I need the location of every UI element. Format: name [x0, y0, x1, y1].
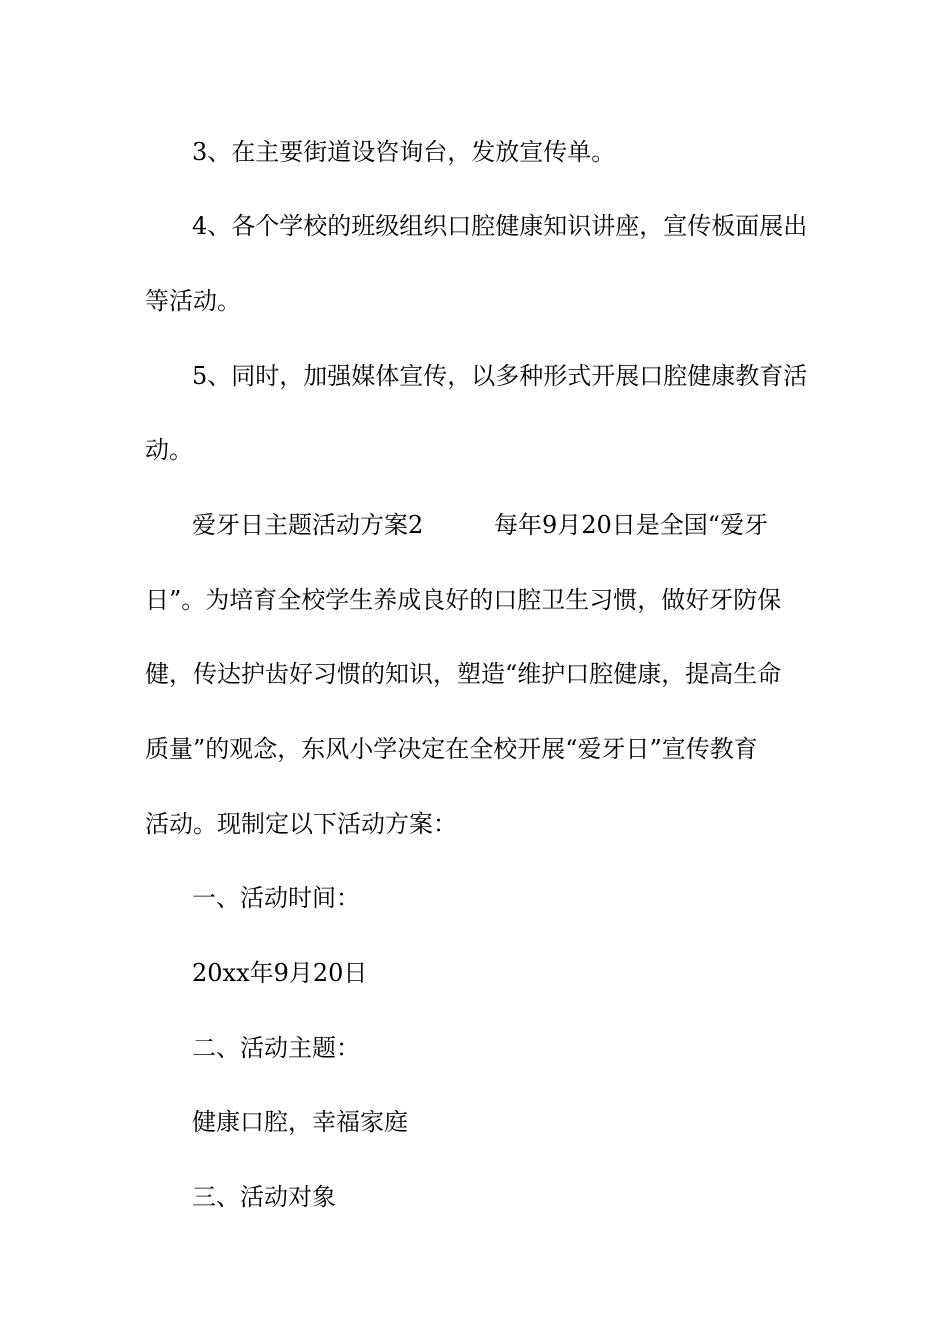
activity-date: 20xx年9月20日: [192, 959, 368, 987]
paragraph-line-10: 活动。现制定以下活动方案：: [145, 810, 457, 838]
paragraph-line-2: 4、各个学校的班级组织口腔健康知识讲座，宣传板面展出: [192, 212, 808, 240]
heading-activity-audience: 三、活动对象: [192, 1183, 336, 1211]
paragraph-line-1: 3、在主要街道设咨询台，发放宣传单。: [192, 138, 616, 166]
paragraph-line-3: 等活动。: [145, 287, 241, 315]
paragraph-line-7: 日”。为培育全校学生养成良好的口腔卫生习惯，做好牙防保: [145, 586, 782, 614]
heading-activity-theme: 二、活动主题：: [192, 1034, 360, 1062]
paragraph-line-9: 质量”的观念，东风小学决定在全校开展“爱牙日”宣传教育: [145, 735, 758, 763]
section-heading-plan-2: 爱牙日主题活动方案2: [192, 511, 424, 539]
heading-activity-time: 一、活动时间：: [192, 884, 360, 912]
paragraph-line-5: 动。: [145, 436, 193, 464]
paragraph-line-8: 健，传达护齿好习惯的知识，塑造“维护口腔健康，提高生命: [145, 660, 782, 688]
activity-theme: 健康口腔，幸福家庭: [192, 1108, 408, 1136]
paragraph-line-4: 5、同时，加强媒体宣传，以多种形式开展口腔健康教育活: [192, 362, 808, 390]
paragraph-line-6: 每年9月20日是全国“爱牙: [494, 511, 769, 539]
